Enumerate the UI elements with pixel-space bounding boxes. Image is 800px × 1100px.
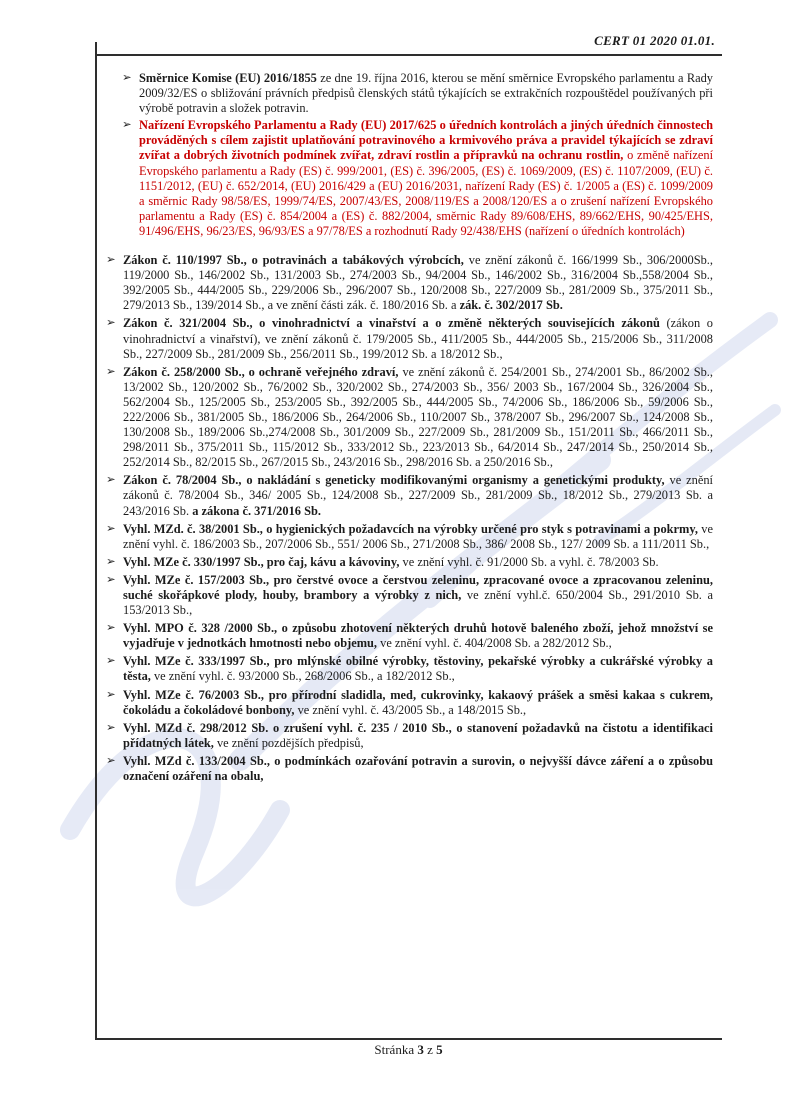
header-rule: [95, 54, 722, 56]
regulation-title: Zákon č. 110/1997 Sb., o potravinách a tabákových výrobcích,: [123, 253, 469, 268]
regulation-amendments: ze dne 19. října 2016, kterou se mění směrnice Evropského parlamentu a Rady 2009/32/ES o sbližování právních předpisů členských států týkajících se extrakčních rozpouštědel používaných při výrobě potravin a složek potravin.: [139, 71, 714, 116]
arrow-bullet-icon: ➢: [106, 721, 116, 734]
arrow-bullet-icon: ➢: [106, 522, 116, 535]
eu-regulation-list: [95, 71, 716, 239]
regulation-amendments: ve znění zákonů č. 166/1999 Sb., 306/2000Sb., 119/2000 Sb., 146/2002 Sb., 131/2003 Sb., 274/2003 Sb., 94/2004 Sb., 146/2002 Sb., 316/2004 Sb.,558/2004 Sb., 392/2005 Sb., 444/2005 Sb., 229/2006 Sb., 296/2007 Sb., 120/2008 Sb., 227/2009 Sb., 281/2009 Sb., 375/2011 Sb., 279/2013 Sb., 139/2014 Sb., a ve znění části zák. č. 180/2016 Sb. a: [123, 253, 713, 313]
regulation-item: [122, 71, 714, 116]
regulation-amendments: ve znění vyhl. č. 91/2000 Sb. a vyhl. č. 78/2003 Sb.: [402, 554, 659, 569]
regulation-amendments: ve znění vyhl. č. 186/2003 Sb., 207/2006 Sb., 551/ 2006 Sb., 271/2008 Sb., 386/ 2008 Sb., 127/ 2009 Sb. a 111/2011 Sb.,: [123, 521, 713, 551]
regulation-title: Vyhl. MPO č. 328 /2000 Sb., o způsobu zhotovení některých druhů hotově baleného zboží, jehož množství se vyjadřuje v jednotkách hmotnosti nebo objemu,: [123, 621, 713, 651]
page-footer: [95, 1042, 722, 1058]
footer-separator: z: [423, 1042, 437, 1057]
footer-page-number: 3: [417, 1042, 424, 1057]
arrow-bullet-icon: ➢: [106, 474, 116, 487]
arrow-bullet-icon: ➢: [106, 317, 116, 330]
regulation-item: [106, 572, 713, 618]
arrow-bullet-icon: ➢: [106, 254, 116, 267]
regulation-title: Vyhl. MZd. č. 38/2001 Sb., o hygienických požadavcích na výrobky určené pro styk s potravinami a pokrmy,: [123, 521, 702, 536]
regulation-item: [106, 753, 713, 784]
regulation-item: [106, 473, 713, 518]
national-regulation-list: [95, 253, 716, 784]
regulation-title: zák. č. 302/2017 Sb.: [459, 298, 563, 313]
footer-label: Stránka: [374, 1042, 418, 1057]
regulation-item: [106, 687, 713, 718]
regulation-title: Zákon č. 78/2004 Sb., o nakládání s geneticky modifikovanými organismy a genetickými produkty,: [123, 473, 670, 488]
regulation-title: Zákon č. 321/2004 Sb., o vinohradnictví a vinařství a o změně některých souvisejících zákonů: [123, 316, 667, 331]
regulation-title: Vyhl. MZe č. 330/1997 Sb., pro čaj, kávu a kávoviny,: [123, 554, 403, 569]
regulation-item: [122, 118, 714, 239]
regulation-item: [106, 621, 713, 651]
arrow-bullet-icon: ➢: [122, 72, 132, 84]
arrow-bullet-icon: ➢: [106, 365, 116, 378]
regulation-amendments: ve znění vyhl. č. 93/2000 Sb., 268/2006 Sb., a 182/2012 Sb.,: [153, 669, 455, 684]
regulation-amendments: (zákon o vinohradnictví a vinařství), ve znění zákonů č. 179/2005 Sb., 411/2005 Sb., 444/2005 Sb., 215/2006 Sb., 311/2008 Sb., 227/2009 Sb., 281/2009 Sb., 256/2011 Sb., 199/2012 Sb. a 18/2012 Sb.,: [123, 316, 713, 361]
arrow-bullet-icon: ➢: [106, 622, 116, 635]
regulation-amendments: ve znění vyhl.č. 650/2004 Sb., 291/2010 Sb. a 153/2013 Sb.,: [123, 588, 713, 618]
arrow-bullet-icon: ➢: [122, 119, 132, 132]
regulation-item: [106, 554, 713, 570]
regulation-title: Nařízení Evropského Parlamentu a Rady (EU) 2017/625 o úředních kontrolách a jiných úředních činnostech prováděných s cílem zajistit uplatňování potravinového a krmivového práva a pravidel týkajících se zdraví zvířat a dobrých životních podmínek zvířat, zdraví rostlin a přípravků na ochranu rostlin,: [139, 118, 713, 163]
regulation-item: [106, 654, 713, 684]
regulation-title: Vyhl. MZe č. 76/2003 Sb., pro přírodní sladidla, med, cukrovinky, kakaový prášek a směsi kakaa s cukrem, čokoládu a čokoládové bonbony,: [123, 687, 713, 717]
arrow-bullet-icon: ➢: [106, 754, 116, 767]
regulation-item: [106, 316, 713, 361]
footer-total-pages: 5: [436, 1042, 443, 1057]
page-content: [95, 71, 716, 787]
regulation-item: [106, 720, 713, 751]
arrow-bullet-icon: ➢: [106, 555, 116, 568]
regulation-amendments: ve znění zákonů č. 254/2001 Sb., 274/2001 Sb., 86/2002 Sb., 13/2002 Sb., 120/2002 Sb., 76/2002 Sb., 320/2002 Sb., 274/2003 Sb., 356/ 2003 Sb., 167/2004 Sb., 326/2004 Sb., 562/2004 Sb., 125/2005 Sb., 253/2005 Sb., 392/2005 Sb., 444/2005 Sb., 74/2006 Sb., 186/2006 Sb., 59/2006 Sb., 222/2006 Sb., 381/2005 Sb., 186/2006 Sb., 264/2006 Sb., 110/2007 Sb., 378/2007 Sb., 296/2007 Sb., 124/2008 Sb., 130/2008 Sb., 189/2006 Sb.,274/2008 Sb., 301/2009 Sb., 227/2009 Sb., 281/2009 Sb., 151/2011 Sb., 466/2011 Sb., 298/2011 Sb., 375/2011 Sb., 115/2012 Sb., 333/2012 Sb., 223/2013 Sb., 64/2014 Sb., 247/2014 Sb., 250/2014 Sb., 252/2014 Sb., 82/2015 Sb., 267/2015 Sb., 243/2016 Sb., 298/2016 Sb. a 250/2016 Sb.,: [123, 364, 713, 470]
arrow-bullet-icon: ➢: [106, 688, 116, 701]
regulation-title: Vyhl. MZd č. 133/2004 Sb., o podmínkách ozařování potravin a surovin, o nejvyšší dávce záření a o způsobu označení ozáření na obalu,: [123, 753, 713, 784]
regulation-amendments: ve znění vyhl. č. 43/2005 Sb., a 148/2015 Sb.,: [297, 702, 527, 717]
regulation-item: [106, 253, 713, 313]
regulation-title: Vyhl. MZd č. 298/2012 Sb. o zrušení vyhl. č. 235 / 2010 Sb., o stanovení požadavků na čistotu a identifikaci přídatných látek,: [123, 720, 713, 750]
regulation-title: Vyhl. MZe č. 157/2003 Sb., pro čerstvé ovoce a čerstvou zeleninu, zpracované ovoce a zpracovanou zeleninu, suché skořápkové plody, houby, brambory a výrobky z nich,: [123, 572, 713, 602]
regulation-item: [106, 521, 713, 552]
arrow-bullet-icon: ➢: [106, 573, 116, 586]
regulation-title: a zákona č. 371/2016 Sb.: [192, 503, 321, 518]
regulation-amendments: ve znění zákonů č. 78/2004 Sb., 346/ 2005 Sb., 124/2008 Sb., 227/2009 Sb., 281/2009 Sb., 18/2012 Sb., 279/2013 Sb. a 243/2016 Sb.: [123, 473, 713, 518]
document-reference: CERT 01 2020 01.01.: [594, 33, 715, 48]
regulation-amendments: ve znění vyhl. č. 404/2008 Sb. a 282/2012 Sb.,: [380, 636, 612, 651]
arrow-bullet-icon: ➢: [106, 655, 116, 668]
regulation-title: Směrnice Komise (EU) 2016/1855: [139, 71, 321, 85]
regulation-title: Vyhl. MZe č. 333/1997 Sb., pro mlýnské obilné výrobky, těstoviny, pekařské výrobky a cukrářské výrobky a těsta,: [123, 654, 713, 684]
regulation-amendments: ve znění pozdějších předpisů,: [216, 735, 364, 750]
regulation-item: [106, 364, 713, 471]
regulation-amendments: o změně nařízení Evropského parlamentu a Rady (ES) č. 999/2001, (ES) č. 396/2005, (ES) č. 1069/2009, (ES) č. 1107/2009, (EU) č. 1151/2012, (EU) č. 652/2014, (EU) 2016/429 a (EU) 2016/2031, nařízení Rady (ES) č. 1/2005 a (ES) č. 1099/2009 a směrnic Rady 98/58/ES, 1999/74/ES, 2007/43/ES, 2008/119/ES a 2008/120/ES a o zrušení nařízení Evropského parlamentu a Rady (ES) č. 854/2004 a (ES) č. 882/2004, směrnic Rady 89/608/EHS, 89/662/EHS, 90/425/EHS, 91/496/EHS, 96/23/ES, 96/93/ES a 97/78/ES a rozhodnutí Rady 92/438/EHS (nařízení o úředních kontrolách): [139, 148, 714, 238]
regulation-title: Zákon č. 258/2000 Sb., o ochraně veřejného zdraví,: [123, 364, 403, 379]
footer-rule: [95, 1038, 722, 1040]
